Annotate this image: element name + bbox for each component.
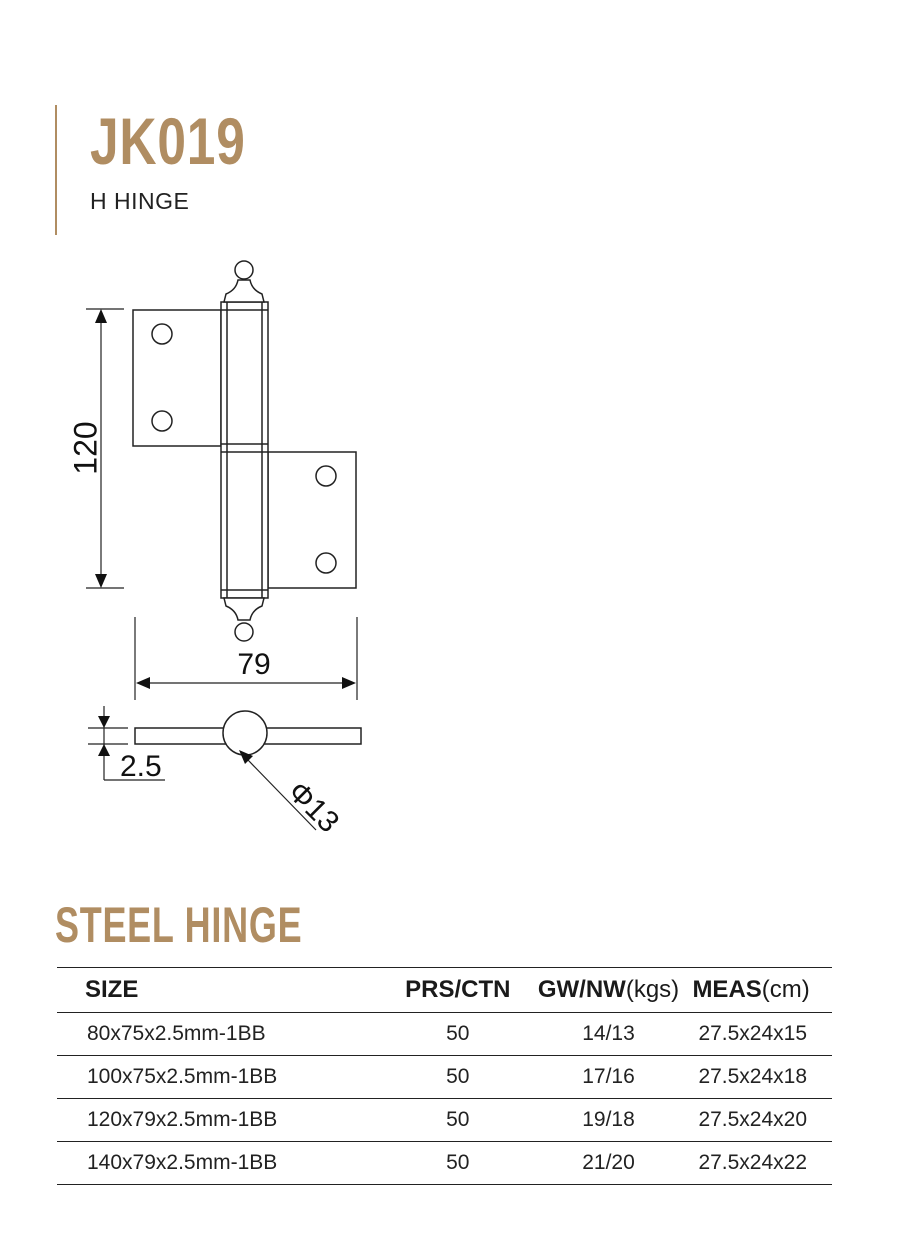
top-finial xyxy=(224,280,264,302)
header-meas-unit: (cm) xyxy=(761,976,810,1003)
table-header-row xyxy=(57,968,832,1013)
cell-prs-ctn: 50 xyxy=(391,1099,525,1142)
spec-table xyxy=(57,967,832,1185)
hinge-barrel xyxy=(221,302,268,598)
thickness-label: 2.5 xyxy=(120,750,162,783)
accent-bar xyxy=(55,105,57,235)
cell-gw-nw: 17/16 xyxy=(525,1056,693,1099)
screw-hole xyxy=(152,411,172,431)
cell-gw-nw: 21/20 xyxy=(525,1142,693,1185)
header-meas xyxy=(692,968,832,1013)
table-row xyxy=(57,1099,832,1142)
header-size: SIZE xyxy=(57,968,391,1013)
cell-prs-ctn: 50 xyxy=(391,1142,525,1185)
bottom-finial-ball xyxy=(235,623,253,641)
cell-size: 80x75x2.5mm-1BB xyxy=(57,1013,391,1056)
header-gw-nw xyxy=(525,968,693,1013)
header-gw-nw-unit: (kgs) xyxy=(625,976,680,1003)
height-label: 120 xyxy=(67,421,104,475)
header-prs-ctn: PRS/CTN xyxy=(391,968,525,1013)
cell-size: 120x79x2.5mm-1BB xyxy=(57,1099,391,1142)
cell-meas: 27.5x24x18 xyxy=(692,1056,832,1099)
cell-size: 100x75x2.5mm-1BB xyxy=(57,1056,391,1099)
screw-hole xyxy=(316,553,336,573)
right-leaf xyxy=(268,452,356,588)
screw-hole xyxy=(152,324,172,344)
cell-meas: 27.5x24x22 xyxy=(692,1142,832,1185)
header-gw-nw-label: GW/NW xyxy=(537,976,626,1003)
cell-prs-ctn: 50 xyxy=(391,1013,525,1056)
diameter-label: Φ13 xyxy=(281,775,346,840)
hinge-technical-drawing xyxy=(0,240,420,840)
cell-gw-nw: 19/18 xyxy=(525,1099,693,1142)
cell-meas: 27.5x24x15 xyxy=(692,1013,832,1056)
table-row xyxy=(57,1142,832,1185)
top-finial-ball xyxy=(235,261,253,279)
width-label: 79 xyxy=(237,648,271,681)
table-row xyxy=(57,1056,832,1099)
cell-gw-nw: 14/13 xyxy=(525,1013,693,1056)
table-row xyxy=(57,1013,832,1056)
side-profile xyxy=(135,711,361,755)
left-leaf xyxy=(133,310,221,446)
model-number: JK019 xyxy=(90,104,246,178)
header-meas-label: MEAS xyxy=(692,976,762,1003)
section-title: STEEL HINGE xyxy=(55,897,303,953)
cell-prs-ctn: 50 xyxy=(391,1056,525,1099)
cell-meas: 27.5x24x20 xyxy=(692,1099,832,1142)
product-subtitle: H HINGE xyxy=(90,188,190,214)
bottom-finial xyxy=(224,598,264,620)
cell-size: 140x79x2.5mm-1BB xyxy=(57,1142,391,1185)
screw-hole xyxy=(316,466,336,486)
